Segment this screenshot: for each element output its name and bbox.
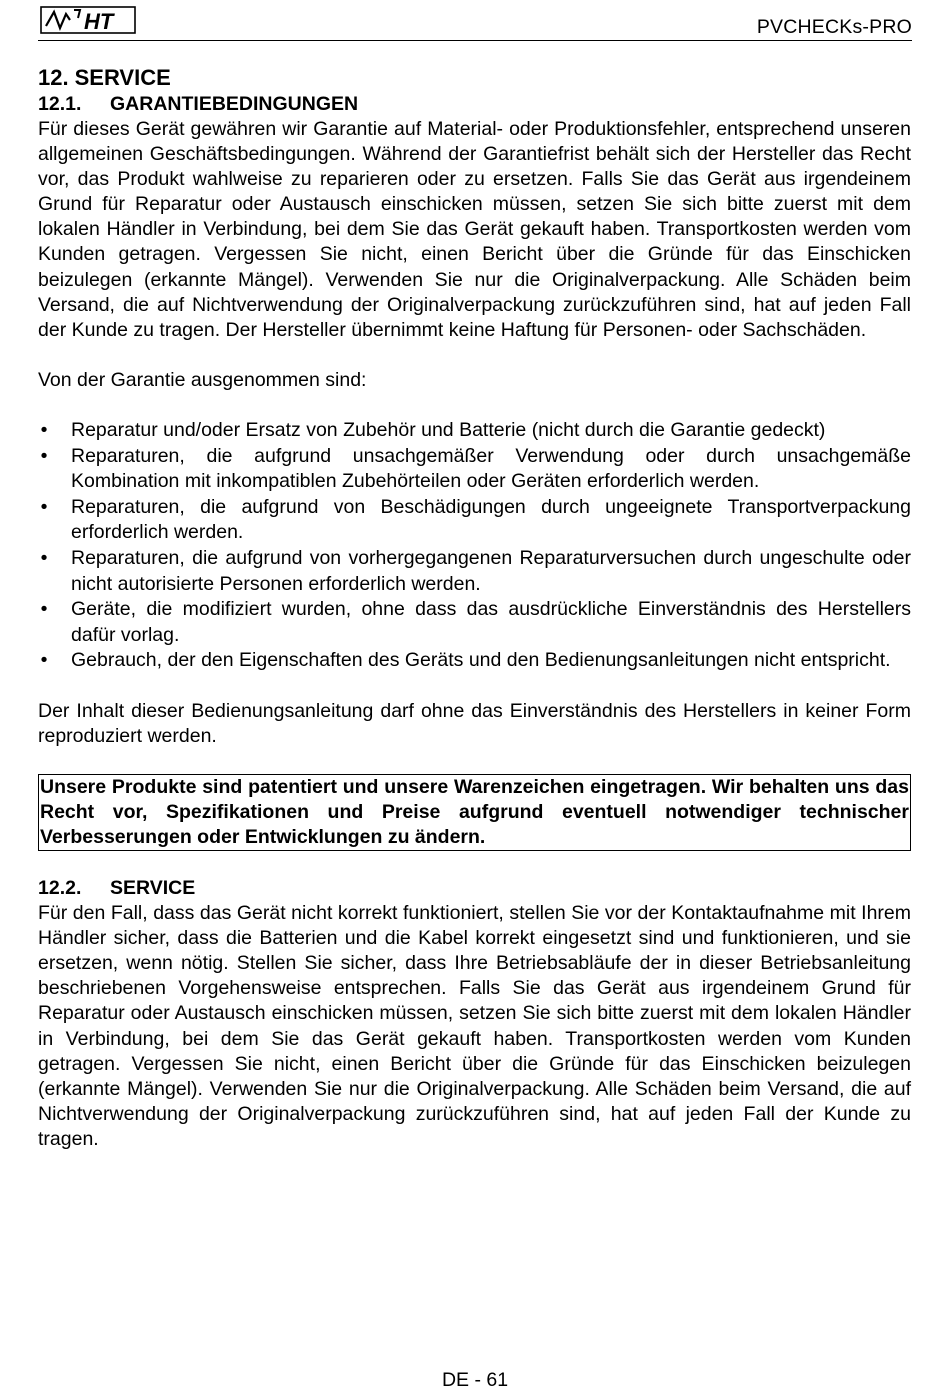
page-content bbox=[38, 64, 911, 1152]
ht-logo bbox=[40, 6, 136, 34]
subsection-heading-warranty bbox=[38, 92, 911, 117]
list-item: • Reparaturen, die aufgrund von vorhergegangenen Reparaturversuchen durch ungeschulte oder nicht autorisierte Personen erforderlich werden. bbox=[38, 546, 911, 597]
exclusions-list bbox=[38, 418, 911, 674]
copyright-paragraph: Der Inhalt dieser Bedienungsanleitung darf ohne das Einverständnis des Herstellers in keiner Form reproduziert werden. bbox=[38, 699, 911, 747]
list-item: • Geräte, die modifiziert wurden, ohne dass das ausdrückliche Einverständnis des Herstellers dafür vorlag. bbox=[38, 597, 911, 648]
bullet-icon: • bbox=[40, 495, 48, 518]
bullet-icon: • bbox=[40, 444, 48, 467]
service-paragraph: Für den Fall, dass das Gerät nicht korrekt funktioniert, stellen Sie vor der Kontaktaufnahme mit Ihrem Händler sicher, dass die Batterien und die Kabel korrekt eingesetzt sind und funktionieren, und sie ersetzen, wenn nötig. Stellen Sie sicher, dass Ihre Betriebsabläufe der in dieser Betriebsanleitung beschriebenen Vorgehensweise entsprechen. Falls Sie das Gerät aus irgendeinem Grund für Reparatur oder Austausch einschicken müssen, setzen Sie sich bitte zuerst mit dem lokalen Händler in Verbindung, bei dem Sie das Gerät gekauft haben. Transportkosten werden vom Kunden getragen. Vergessen Sie nicht, einen Bericht über die Gründe für das Einschicken beizulegen (erkannte Mängel). Verwenden Sie nur die Originalverpackung. Alle Schäden beim Versand, die auf Nichtverwendung der Originalverpackung zurückzuführen sind, hat auf jeden Fall der Kunde zu tragen. bbox=[38, 902, 911, 1150]
subsection-heading-service bbox=[38, 876, 911, 901]
subsection-title: SERVICE bbox=[110, 877, 196, 900]
subsection-number: 12.1. bbox=[38, 93, 82, 115]
list-item: • Reparaturen, die aufgrund unsachgemäßer Verwendung oder durch unsachgemäße Kombination mit inkompatiblen Zubehörteilen oder Geräten erforderlich werden. bbox=[38, 444, 911, 495]
bullet-icon: • bbox=[40, 598, 48, 621]
section-number: 12. bbox=[38, 65, 69, 90]
page-number: DE - 61 bbox=[441, 1369, 509, 1391]
bullet-icon: • bbox=[40, 649, 48, 672]
document-title: PVCHECKs-PRO bbox=[756, 16, 912, 38]
bullet-icon: • bbox=[40, 418, 48, 441]
subsection-title: GARANTIEBEDINGUNGEN bbox=[110, 93, 359, 115]
list-item: • Gebrauch, der den Eigenschaften des Geräts und den Bedienungsanleitungen nicht entspricht. bbox=[38, 648, 911, 674]
list-item: • Reparatur und/oder Ersatz von Zubehör und Batterie (nicht durch die Garantie gedeckt) bbox=[38, 418, 911, 444]
subsection-number: 12.2. bbox=[38, 877, 82, 900]
page-header bbox=[38, 6, 912, 41]
warranty-paragraph: Für dieses Gerät gewähren wir Garantie auf Material- oder Produktionsfehler, entsprechend unseren allgemeinen Geschäftsbedingungen. Während der Garantiefrist behält sich der Hersteller das Recht vor, das Produkt wahlweise zu reparieren oder zu ersetzen. Falls Sie das Gerät aus irgendeinem Grund für Reparatur oder Austausch einschicken müssen, setzen Sie sich bitte zuerst mit dem lokalen Händler in Verbindung, bei dem Sie das Gerät gekauft haben. Transportkosten werden vom Kunden getragen. Vergessen Sie nicht, einen Bericht über die Gründe für das Einschicken beizulegen (erkannte Mängel). Verwenden Sie nur die Originalverpackung. Alle Schäden beim Versand, die auf Nichtverwendung der Originalverpackung zurückzuführen sind, hat auf jeden Fall der Kunde zu tragen. Der Hersteller übernimmt keine Haftung für Personen- oder Sachschäden. bbox=[38, 118, 911, 341]
section-title: SERVICE bbox=[74, 65, 171, 90]
list-item: • Reparaturen, die aufgrund von Beschädigungen durch ungeeignete Transportverpackung erforderlich werden. bbox=[38, 495, 911, 546]
svg-text:HT: HT bbox=[84, 9, 114, 34]
bullet-icon: • bbox=[40, 546, 48, 569]
patent-notice-box: Unsere Produkte sind patentiert und unsere Warenzeichen eingetragen. Wir behalten uns das Recht vor, Spezifikationen und Preise aufgrund eventuell notwendiger technischer Verbesserungen oder Entwicklungen zu ändern. bbox=[38, 774, 911, 851]
section-heading bbox=[38, 64, 911, 92]
exclusions-intro: Von der Garantie ausgenommen sind: bbox=[38, 368, 367, 391]
